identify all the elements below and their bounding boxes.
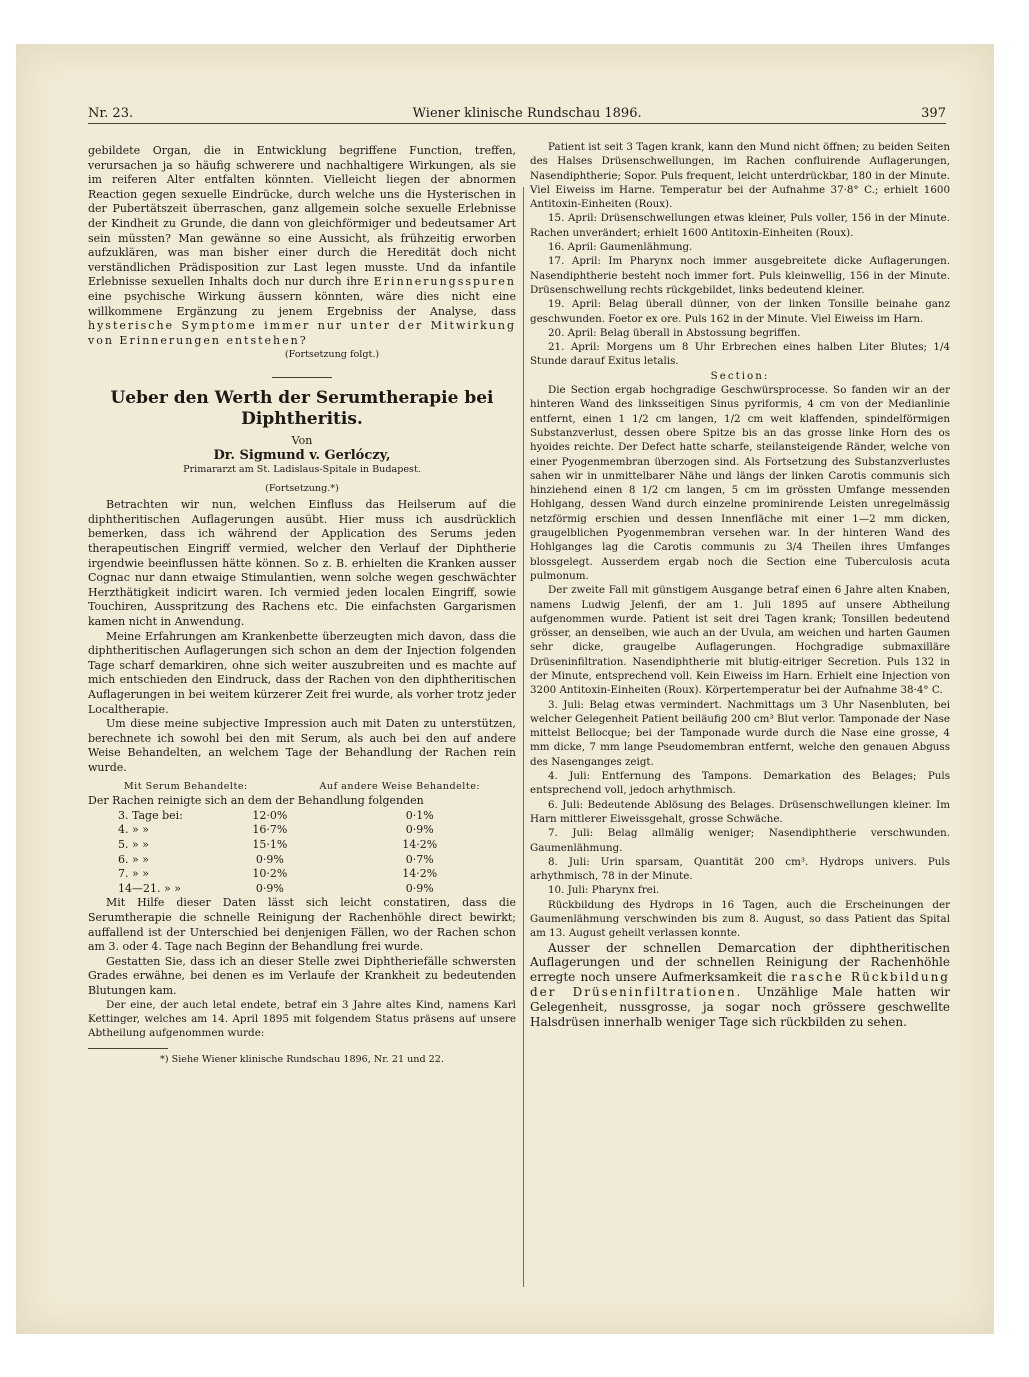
table-cell-other: 0·1% [405,808,434,822]
table-cell-other: 14·2% [402,867,438,881]
table-cell-other: 14·2% [402,837,438,851]
table-cell-day: 3. Tage bei: [118,808,183,822]
continuation-marker: (Fortsetzung.*) [265,482,339,494]
paragraph-3: Um diese meine subjective Impression auch mit Daten zu unterstützen, berechnete ich sowohl bei den mit Serum, als auch bei den auf andere Weise Behandelten, an welchem Tage der Behandlung der Rachen rein wurde. [88,717,516,774]
case1-apr20: 20. April: Belag überall in Abstossung begriffen. [548,326,801,339]
journal-title: Wiener klinische Rundschau 1896. [412,106,642,121]
table-cell-day: 14—21. » » [118,881,181,895]
paragraph-6: Der eine, der auch letal endete, betraf ein 3 Jahre altes Kind, namens Karl Kettinger, welches am 14. April 1895 mit folgendem Status präsens auf unsere Abtheilung aufgenommen wurde: [88,999,516,1040]
table-intro: Der Rachen reinigte sich an dem der Behandlung folgenden [88,794,424,808]
table-row [88,853,516,868]
table-row [88,882,516,897]
closing-paragraph: Ausser der schnellen Demarcation der diphtheritischen Auflagerungen und der schnellen Reinigung der Rachenhöhle erregte noch unsere Aufmerksamkeit die rasche Rückbildung der Drüseninfiltrationen. Unzählige Male hatten wir Gelegenheit, nussgrosse, ja sogar noch grössere geschwellte Halsdrüsen innerhalb weniger Tage sich rückbilden zu sehen. [530,940,950,1029]
author-affiliation: Primararzt am St. Ladislaus-Spitale in Budapest. [183,464,421,476]
article-title: Ueber den Werth der Serumtherapie bei Diphtheritis. [110,387,494,429]
continued-note: (Fortsetzung folgt.) [284,349,380,361]
table-cell-other: 0·9% [405,823,434,837]
left-column [88,144,516,1068]
table-cell-serum: 10·2% [252,867,288,881]
results-table [88,809,516,897]
continuation-text: gebildete Organ, die in Entwicklung begriffene Function, treffen, verursachen ja so häufig schwerere und nachhaltigere Wirkungen, als sie im reiferen Alter entfalten könnten. Vielleicht liegen der abnormen Reaction gegen sexuelle Eindrücke, durch welche uns die Hysterischen in der Pubertätszeit überraschen, ganz allgemein solche sexuelle Erlebnisse der Kindheit zu Grunde, die dann von gleichförmiger und bedeutsamer Art sein müssten? Man gewänne so eine Aussicht, als frühzeitig erworben aufzuklären, was man bisher einer durch die Heredität doch nicht verständlichen Prädisposition zur Last legen musste. Und da infantile Erlebnisse sexuellen Inhalts doch nur durch ihre Erinnerungsspuren eine psychische Wirkung äussern könnten, wäre dies nicht eine willkommene Ergänzung zu jenem Ergebniss der Analyse, dass hysterische Symptome immer nur unter der Mitwirkung von Erinnerungen entstehen? [88,144,516,347]
table-row [88,838,516,853]
issue-number: Nr. 23. [88,106,134,121]
page-number: 397 [921,106,946,121]
section-heading: Section: [710,369,770,382]
table-cell-other: 0·7% [405,852,434,866]
running-header [88,106,946,124]
table-cell-day: 5. » » [118,837,149,851]
case1-apr19: 19. April: Belag überall dünner, von der linken Tonsille beinahe ganz geschwunden. Foetor ex ore. Puls 162 in der Minute. Viel Eiweiss im Harn. [530,298,950,325]
case1-apr17: 17. April: Im Pharynx noch immer ausgebreitete dicke Auflagerungen. Nasendiphtherie besteht noch immer fort. Puls kleinwellig, 156 in der Minute. Drüsenschwellung rechts rückgebildet, links bedeutend kleiner. [530,255,950,296]
table-cell-serum: 15·1% [252,837,288,851]
case2-jul3: 3. Juli: Belag etwas vermindert. Nachmittags um 3 Uhr Nasenbluten, bei welcher Gelegenheit Patient beiläufig 200 cm³ Blut verlor. Tamponade der Nase mittelst Bellocque; bei der Tamponade wurde durch die Nase eine grosse, 4 mm dicke, 7 mm lange Pseudomembran entfernt, welche den genauen Abguss des Nasenganges zeigt. [530,698,950,768]
paragraph-5: Gestatten Sie, dass ich an dieser Stelle zwei Diphtheriefälle schwersten Grades erwähne, bei denen es im Verlaufe der Krankheit zu bedeutenden Blutungen kam. [88,954,516,997]
case1-apr16: 16. April: Gaumenlähmung. [548,241,693,254]
paragraph-4: Mit Hilfe dieser Daten lässt sich leicht constatiren, dass die Serumtherapie die schnelle Reinigung der Rachenhöhle direct bewirkt; auffallend ist der Unterschied bei denjenigen Fällen, wo der Rachen schon am 3. oder 4. Tage nach Beginn der Behandlung frei wurde. [88,896,516,954]
case2-jul4: 4. Juli: Entfernung des Tampons. Demarkation des Belages; Puls entsprechend voll, jedoch arhythmisch. [530,770,950,797]
section-report: Die Section ergab hochgradige Geschwürsprocesse. So fanden wir an der hinteren Wand des linksseitigen Sinus pyriformis, 4 cm von der Medianlinie entfernt, einen 1 1/2 cm langen, 1/2 cm weit klaffenden, spindelförmigen Substanzverlust, dessen obere Spitze bis an das grosse linke Horn des os hyoides reichte. Der Defect hatte scharfe, steilansteigende Ränder, welche von einer Pyogenmembran überzogen sind. Als Fortsetzung des Substanzverlustes sahen wir in unmittelbarer Nähe und längs der linken Carotis communis sich hinziehend einen 8 1/2 cm langen, 5 cm im grössten Umfange messenden Hohlgang, dessen Wand durch einzelne prominirende Leisten unregelmässig netzförmig erschien und dessen Innenfläche mit einer 1—2 mm dicken, graugelblichen Pyogenmembran versehen war. In der hinteren Wand des Hohlganges lag die Carotis communis zu 3/4 Theilen ihres Umfanges blossgelegt. Ausserdem ergab noch die Section eine Tuberculosis acuta pulmonum. [530,384,950,582]
table-cell-serum: 0·9% [255,852,284,866]
footnote-rule [88,1048,168,1049]
case2-status: Der zweite Fall mit günstigem Ausgange betraf einen 6 Jahre alten Knaben, namens Ludwig Jelenfi, der am 1. Juli 1895 auf unsere Abtheilung aufgenommen wurde. Patient ist seit drei Tagen krank; Tonsillen bedeutend grösser, an denselben, wie auch an der Uvula, am weichen und harten Gaumen sehr dicke, graugelbe Auflagerungen. Hochgradige submaxilläre Drüseninfiltration. Nasendiphtherie mit blutig-eitriger Secretion. Puls 132 in der Minute, entsprechend voll. Kein Eiweiss im Harn. Erhielt eine Injection von 3200 Antitoxin-Einheiten (Roux). Körpertemperatur bei der Aufnahme 38·4° C. [530,584,950,697]
case2-jul6: 6. Juli: Bedeutende Ablösung des Belages. Drüsenschwellungen kleiner. Im Harn mittlerer Eiweissgehalt, grosse Schwäche. [530,798,950,825]
table-cell-serum: 16·7% [252,823,288,837]
case2-jul10: 10. Juli: Pharynx frei. [548,884,660,897]
table-cell-other: 0·9% [405,881,434,895]
table-cell-serum: 12·0% [252,808,288,822]
case2-outcome: Rückbildung des Hydrops in 16 Tagen, auch die Erscheinungen der Gaumenlähmung verschwinden bis zum 8. August, so dass Patient das Spital am 13. August geheilt verlassen konnte. [530,898,950,940]
table-row [88,867,516,882]
case1-apr15: 15. April: Drüsenschwellungen etwas kleiner, Puls voller, 156 in der Minute. Rachen unverändert; erhielt 1600 Antitoxin-Einheiten (Roux). [530,212,950,239]
table-cell-day: 6. » » [118,852,149,866]
table-cell-serum: 0·9% [255,881,284,895]
table-header: Mit Serum Behandelte: Auf andere Weise Behandelte: [123,780,481,792]
table-cell-day: 7. » » [118,867,149,881]
table-row [88,809,516,824]
table-row [88,823,516,838]
case2-jul7: 7. Juli: Belag allmälig weniger; Nasendiphtherie verschwunden. Gaumenlähmung. [530,827,950,854]
right-column [530,140,950,1029]
table-cell-day: 4. » » [118,823,149,837]
case1-apr21: 21. April: Morgens um 8 Uhr Erbrechen eines halben Liter Blutes; 1/4 Stunde darauf Exitus letalis. [530,341,950,368]
column-divider [523,187,524,1287]
by-line: Von [291,433,313,447]
page-sheet [16,44,994,1334]
section-rule [272,377,332,378]
paragraph-2: Meine Erfahrungen am Krankenbette überzeugten mich davon, dass die diphtheritischen Auflagerungen sich schon an dem der Injection folgenden Tage scharf demarkiren, ohne sich weiter auszubreiten und es machte auf mich entschieden den Eindruck, dass der Rachen von den diphtheritischen Auflagerungen in bei weitem kürzerer Zeit frei wurde, als vorher trotz jeder Localtherapie. [88,629,516,716]
footnote: *) Siehe Wiener klinische Rundschau 1896, Nr. 21 und 22. [160,1054,444,1066]
case2-jul8: 8. Juli: Urin sparsam, Quantität 200 cm³. Hydrops univers. Puls arhythmisch, 78 in der Minute. [530,855,950,883]
author-name: Dr. Sigmund v. Gerlóczy, [213,447,391,463]
case1-status: Patient ist seit 3 Tagen krank, kann den Mund nicht öffnen; zu beiden Seiten des Halses Drüsenschwellungen, im Rachen confluirende Auflagerungen, Nasendiphtherie; Sopor. Puls frequent, leicht unterdrückbar, 180 in der Minute. Viel Eiweiss im Harne. Temperatur bei der Aufnahme 37·8° C.; erhielt 1600 Antitoxin-Einheiten (Roux). [530,141,950,211]
paragraph-1: Betrachten wir nun, welchen Einfluss das Heilserum auf die diphtheritischen Auflagerungen ausübt. Hier muss ich ausdrücklich bemerken, dass ich während der Application des Serums jeden therapeutischen Eingriff vermied, welcher den Verlauf der Diphtherie irgendwie beeinflussen hätte können. So z. B. erhielten die Kranken ausser Cognac nur dann etwaige Stimulantien, wenn solche wegen geschwächter Herzthätigkeit indicirt waren. Ich vermied jeden localen Eingriff, sowie Touchiren, Ausspritzung des Rachens etc. Die einfachsten Gargarismen kamen nicht in Anwendung. [88,498,516,629]
